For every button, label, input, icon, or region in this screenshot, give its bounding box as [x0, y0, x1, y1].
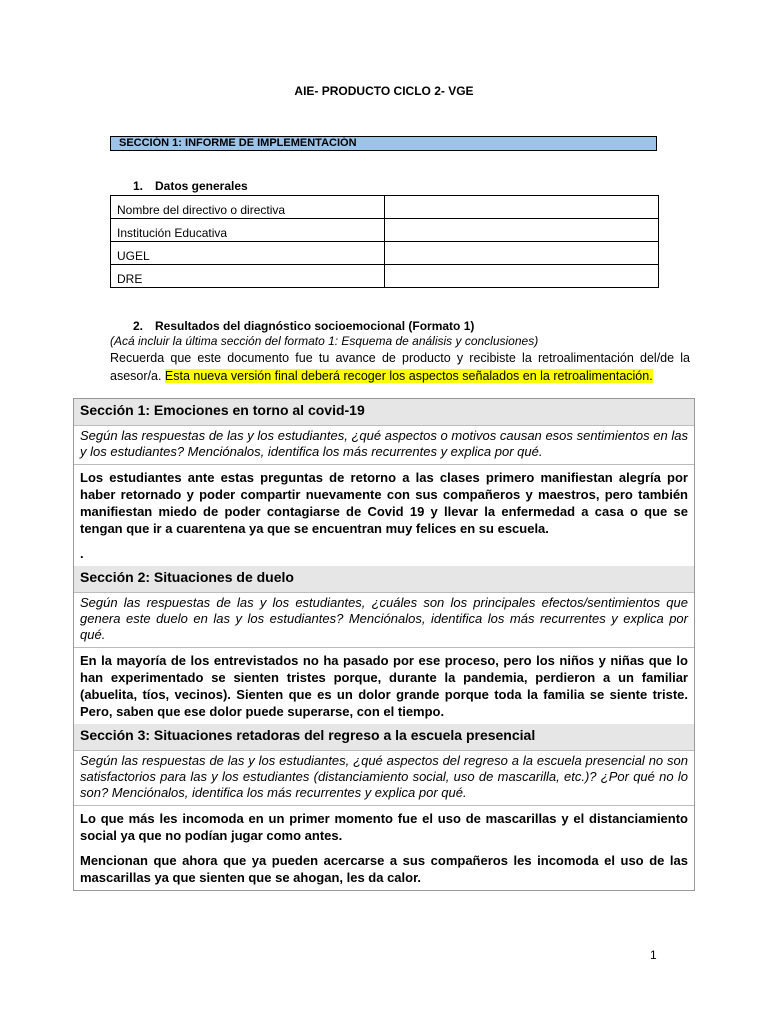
heading-label: Datos generales — [155, 179, 248, 193]
field-value[interactable] — [385, 265, 659, 288]
field-value[interactable] — [385, 196, 659, 219]
section-title: Sección 1: Emociones en torno al covid-19 — [74, 399, 694, 426]
section-header-bar: SECCIÓN 1: INFORME DE IMPLEMENTACIÓN — [110, 136, 657, 151]
general-data-row — [111, 242, 659, 265]
answer-paragraph: Mencionan que ahora que ya pueden acercarse a sus compañeros les incomoda el uso de las mascarillas ya que sienten que se ahogan, les da calor. — [80, 853, 688, 885]
instruction-note: (Acá incluir la última sección del formato 1: Esquema de análisis y conclusiones) — [110, 334, 539, 348]
general-data-row — [111, 196, 659, 219]
heading-datos-generales — [133, 179, 248, 193]
section-answer — [74, 648, 694, 724]
section-answer — [74, 465, 694, 566]
heading-number: 2. — [133, 319, 144, 333]
heading-label: Resultados del diagnóstico socioemocional (Formato 1) — [155, 319, 475, 333]
general-data-row — [111, 219, 659, 242]
answer-paragraph: Los estudiantes ante estas preguntas de retorno a las clases primero manifiestan alegría por haber retornado y poder compartir nuevamente con sus compañeros y maestros, pero también manifiestan miedo de poder contagiarse de Covid 19 y llevar la enfermedad a casa o que se tengan que ir a cuarentena ya que se encuentran muy felices en su escuela. — [80, 470, 688, 536]
general-data-table — [110, 195, 659, 288]
field-label: DRE — [111, 265, 385, 288]
reminder-text: Recuerda que este documento fue tu avance de producto y recibiste la retroalimentación del/de la asesor/a. — [110, 351, 690, 383]
answer-paragraph: En la mayoría de los entrevistados no ha pasado por ese proceso, pero los niños y niñas que lo han experimentado se sienten tristes porque, durante la pandemia, perdieron a un familiar (abuelita, tíos, vecinos). Sienten que es un dolor grande porque toda la familia se siente triste. Pero, saben que ese dolor puede superarse, con el tiempo. — [80, 653, 688, 719]
field-value[interactable] — [385, 242, 659, 265]
reminder-paragraph — [110, 349, 690, 385]
section-title: Sección 3: Situaciones retadoras del regreso a la escuela presencial — [74, 724, 694, 751]
answer-paragraph: . — [80, 546, 84, 561]
section-question: Según las respuestas de las y los estudiantes, ¿cuáles son los principales efectos/sentimientos que genera este duelo en las y los estudiantes? Menciónalos, identifica los más recurrentes y explica por qué. — [74, 593, 694, 648]
heading-number: 1. — [133, 179, 144, 193]
general-data-row — [111, 265, 659, 288]
answer-paragraph: Lo que más les incomoda en un primer momento fue el uso de mascarillas y el distanciamiento social ya que no podían jugar como antes. — [80, 811, 688, 843]
section-question: Según las respuestas de las y los estudiantes, ¿qué aspectos del regreso a la escuela presencial no son satisfactorios para las y los estudiantes (distanciamiento social, uso de mascarilla, etc.)? ¿Por qué no lo son? Menciónalos, identifica los más recurrentes y explica por qué. — [74, 751, 694, 806]
field-label: Nombre del directivo o directiva — [111, 196, 385, 219]
document-title: AIE- PRODUCTO CICLO 2- VGE — [294, 84, 474, 98]
field-label: Institución Educativa — [111, 219, 385, 242]
highlighted-text: Esta nueva versión final deberá recoger los aspectos señalados en la retroalimentación. — [164, 369, 653, 383]
section-question: Según las respuestas de las y los estudiantes, ¿qué aspectos o motivos causan esos sentimientos en las y los estudiantes? Menciónalos, identifica los más recurrentes y explica por qué. — [74, 426, 694, 465]
section-title: Sección 2: Situaciones de duelo — [74, 566, 694, 593]
analysis-sections-table — [73, 398, 695, 891]
page-number: 1 — [650, 948, 657, 962]
heading-resultados — [133, 319, 474, 333]
section-answer — [74, 806, 694, 890]
field-value[interactable] — [385, 219, 659, 242]
field-label: UGEL — [111, 242, 385, 265]
